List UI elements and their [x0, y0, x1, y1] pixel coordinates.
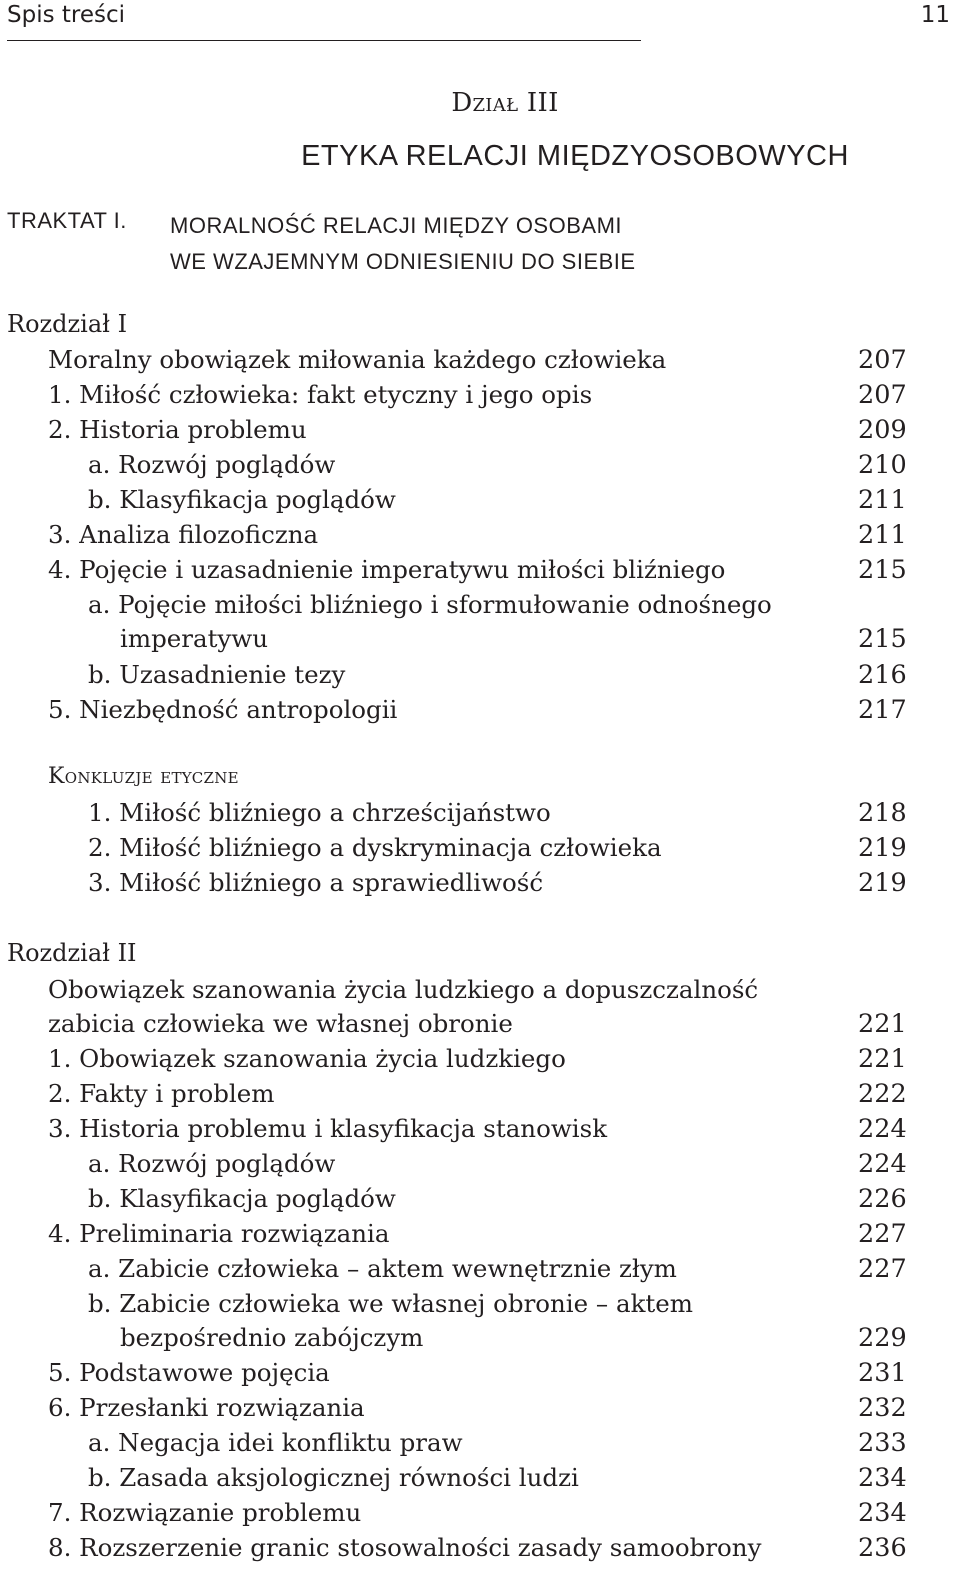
toc-entry-text: b. Zabicie człowieka we własnej obronie – aktem	[88, 1289, 693, 1318]
toc-entry-page: 227	[858, 1254, 907, 1284]
toc-entry-page: 215	[858, 555, 907, 585]
toc-entry-page: 231	[858, 1358, 907, 1388]
toc-entry-page: 233	[858, 1428, 907, 1458]
toc-entry[interactable]	[88, 1252, 907, 1286]
toc-entry-page: 227	[858, 1219, 907, 1249]
toc-entry-text: 3. Miłość bliźniego a sprawiedliwość	[88, 868, 544, 897]
toc-entry-page: 234	[858, 1498, 907, 1528]
toc-entry[interactable]	[48, 693, 907, 727]
toc-entry-page: 209	[858, 415, 907, 445]
toc-entry-page: 211	[858, 520, 907, 550]
chapter-1-label: Rozdział I	[7, 310, 128, 338]
toc-entry-page: 224	[858, 1114, 907, 1144]
toc-entry-text-continued: bezpośrednio zabójczym	[120, 1323, 424, 1352]
chapter-2-label: Rozdział II	[7, 939, 137, 967]
toc-entry-page: 222	[858, 1079, 907, 1109]
toc-entry[interactable]	[48, 378, 907, 412]
toc-entry-page: 219	[858, 833, 907, 863]
toc-entry-text: 1. Miłość bliźniego a chrześcijaństwo	[88, 798, 551, 827]
toc-entry[interactable]	[88, 1461, 907, 1495]
toc-entry-text: 4. Pojęcie i uzasadnienie imperatywu miłości bliźniego	[48, 555, 726, 584]
toc-entry[interactable]	[48, 1042, 907, 1076]
toc-entry-text: 3. Historia problemu i klasyfikacja stanowisk	[48, 1114, 608, 1143]
toc-entry[interactable]	[48, 343, 907, 377]
toc-entry[interactable]	[88, 483, 907, 517]
toc-entry-text: 4. Preliminaria rozwiązania	[48, 1219, 390, 1248]
toc-entry-text: a. Negacja idei konfliktu praw	[88, 1428, 463, 1457]
toc-entry-page: 236	[858, 1533, 907, 1563]
toc-entry-page: 216	[858, 660, 907, 690]
treatise-title	[170, 208, 636, 280]
toc-entry[interactable]	[88, 1182, 907, 1216]
treatise-title-line-1: MORALNOŚĆ RELACJI MIĘDZY OSOBAMI	[170, 213, 623, 238]
toc-entry-text: Moralny obowiązek miłowania każdego człowieka	[48, 345, 667, 374]
running-header	[0, 0, 960, 44]
toc-entry[interactable]	[48, 1077, 907, 1111]
toc-entry-page: 218	[858, 798, 907, 828]
toc-entry-text: 7. Rozwiązanie problemu	[48, 1498, 362, 1527]
toc-entry-text: a. Rozwój poglądów	[88, 450, 336, 479]
toc-entry-page: 211	[858, 485, 907, 515]
toc-entry-text: 5. Podstawowe pojęcia	[48, 1358, 330, 1387]
toc-entry-text: 1. Obowiązek szanowania życia ludzkiego	[48, 1044, 566, 1073]
toc-entry[interactable]	[88, 1426, 907, 1460]
toc-entry-text: 6. Przesłanki rozwiązania	[48, 1393, 365, 1422]
toc-entry[interactable]	[88, 588, 907, 656]
treatise-label: TRAKTAT I.	[7, 208, 127, 233]
toc-entry-text-continued: imperatywu	[120, 624, 269, 653]
section-title: ETYKA RELACJI MIĘDZYOSOBOWYCH	[301, 140, 849, 172]
toc-entry[interactable]	[48, 1391, 907, 1425]
toc-entry-text: a. Pojęcie miłości bliźniego i sformułowanie odnośnego	[88, 590, 772, 619]
toc-entry[interactable]	[48, 1531, 907, 1565]
toc-entry-text: b. Uzasadnienie tezy	[88, 660, 346, 689]
toc-entry[interactable]	[88, 796, 907, 830]
toc-entry-text: 2. Miłość bliźniego a dyskryminacja człowieka	[88, 833, 662, 862]
toc-entry-page: 229	[858, 1323, 907, 1353]
toc-entry-page: 221	[858, 1044, 907, 1074]
toc-entry-text: a. Rozwój poglądów	[88, 1149, 336, 1178]
section-label: Dział III	[451, 88, 559, 118]
header-page-number: 11	[920, 2, 950, 28]
toc-entry-text: 5. Niezbędność antropologii	[48, 695, 398, 724]
toc-entry-page: 207	[858, 380, 907, 410]
toc-entry-text: 8. Rozszerzenie granic stosowalności zasady samoobrony	[48, 1533, 762, 1562]
toc-entry-page: 234	[858, 1463, 907, 1493]
toc-entry[interactable]	[88, 831, 907, 865]
toc-entry[interactable]	[48, 973, 907, 1041]
toc-entry-text: b. Zasada aksjologicznej równości ludzi	[88, 1463, 579, 1492]
toc-entry[interactable]	[88, 658, 907, 692]
header-title: Spis treści	[7, 2, 126, 28]
toc-entry[interactable]	[88, 866, 907, 900]
toc-entry[interactable]	[88, 1147, 907, 1181]
toc-entry-text: 2. Historia problemu	[48, 415, 307, 444]
toc-entry-text: b. Klasyfikacja poglądów	[88, 485, 396, 514]
toc-entry-page: 224	[858, 1149, 907, 1179]
toc-entry-text-continued: zabicia człowieka we własnej obronie	[48, 1009, 513, 1038]
toc-entry[interactable]	[48, 518, 907, 552]
header-rule	[7, 40, 641, 41]
toc-entry-text: 1. Miłość człowieka: fakt etyczny i jego opis	[48, 380, 593, 409]
toc-entry-text: 3. Analiza filozoficzna	[48, 520, 319, 549]
toc-entry-text: Obowiązek szanowania życia ludzkiego a dopuszczalność	[48, 975, 759, 1004]
toc-entry[interactable]	[88, 1287, 907, 1355]
conclusions-heading: Konkluzje etyczne	[48, 764, 239, 789]
toc-entry-text: a. Zabicie człowieka – aktem wewnętrznie złym	[88, 1254, 677, 1283]
treatise-title-line-2: WE WZAJEMNYM ODNIESIENIU DO SIEBIE	[170, 249, 636, 274]
toc-entry[interactable]	[48, 553, 907, 587]
toc-entry-page: 217	[858, 695, 907, 725]
toc-entry-text: b. Klasyfikacja poglądów	[88, 1184, 396, 1213]
toc-entry-page: 226	[858, 1184, 907, 1214]
toc-entry-page: 219	[858, 868, 907, 898]
toc-entry[interactable]	[48, 1112, 907, 1146]
toc-entry-page: 232	[858, 1393, 907, 1423]
toc-entry-text: 2. Fakty i problem	[48, 1079, 275, 1108]
toc-entry[interactable]	[48, 1217, 907, 1251]
toc-entry-page: 221	[858, 1009, 907, 1039]
toc-entry-page: 207	[858, 345, 907, 375]
toc-entry-page: 210	[858, 450, 907, 480]
toc-entry-page: 215	[858, 624, 907, 654]
toc-entry[interactable]	[88, 448, 907, 482]
toc-entry[interactable]	[48, 1356, 907, 1390]
toc-entry[interactable]	[48, 1496, 907, 1530]
toc-entry[interactable]	[48, 413, 907, 447]
